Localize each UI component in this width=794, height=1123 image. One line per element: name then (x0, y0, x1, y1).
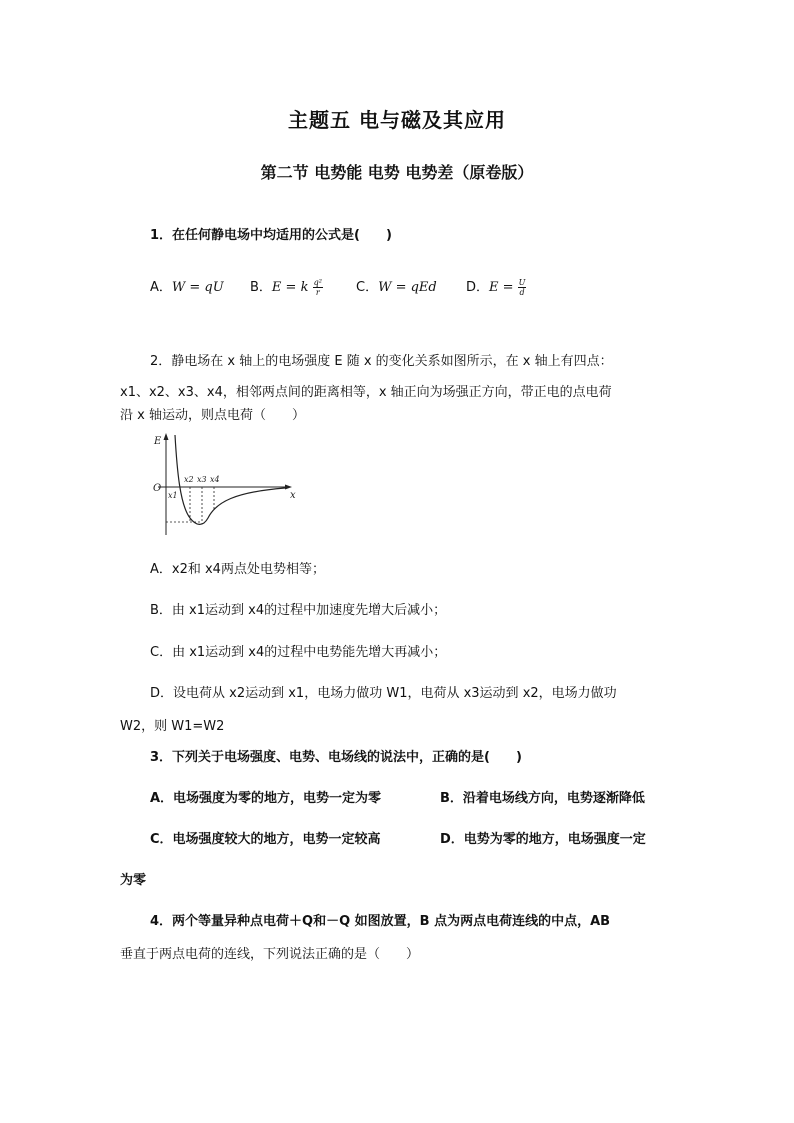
question-3-option-a: A．电场强度为零的地方，电势一定为零 (150, 791, 382, 806)
section-subtitle: 第二节 电势能 电势 电势差（原卷版） (260, 163, 534, 182)
question-1-option-c (356, 278, 437, 298)
x4-label: x4 (210, 475, 220, 484)
page-title: 主题五 电与磁及其应用 (288, 108, 506, 132)
fraction-denominator: d (519, 288, 525, 297)
option-b-formula: E = k (271, 280, 309, 295)
question-2-option-c: C．由 x1运动到 x4的过程中电势能先增大再减小； (150, 645, 447, 660)
question-2-option-d-line-1: D．设电荷从 x2运动到 x1，电场力做功 W1，电荷从 x3运动到 x2，电场力做功 (150, 686, 617, 701)
question-4-stem-line-2: 垂直于两点电荷的连线，下列说法正确的是（ ） (120, 947, 420, 962)
question-1-option-a (150, 278, 224, 298)
x1-label: x1 (168, 491, 178, 500)
option-b-fraction (313, 278, 323, 297)
question-2-option-a: A．x2和 x4两点处电势相等； (150, 562, 325, 577)
question-2-option-d-line-2: W2，则 W1=W2 (120, 719, 225, 734)
question-2-option-b: B．由 x1运动到 x4的过程中加速度先增大后减小； (150, 603, 447, 618)
option-d-formula: E = (489, 280, 514, 295)
question-2-stem-line-3: 沿 x 轴运动，则点电荷（ ） (120, 408, 305, 423)
x2-label: x2 (184, 475, 194, 484)
x-axis-arrow (285, 485, 292, 490)
x3-label: x3 (197, 475, 207, 484)
option-a-formula: W = qU (171, 280, 224, 295)
question-3-option-c: C．电场强度较大的地方，电势一定较高 (150, 832, 381, 847)
question-1-option-d (466, 278, 526, 298)
e-axis-arrow (164, 433, 169, 440)
option-a-label: A． (150, 280, 172, 295)
x-axis-label: x (290, 490, 296, 501)
question-1-stem: 1．在任何静电场中均适用的公式是( ) (150, 228, 392, 243)
origin-label: O (153, 483, 162, 494)
question-3-option-d-line-1: D．电势为零的地方，电场强度一定 (440, 832, 646, 847)
question-2-stem-line-1: 2．静电场在 x 轴上的电场强度 E 随 x 的变化关系如图所示，在 x 轴上有四点： (150, 354, 613, 369)
fraction-denominator: r (315, 288, 320, 297)
option-d-label: D． (466, 280, 490, 295)
option-d-fraction (518, 278, 527, 297)
question-1-option-b (250, 278, 323, 298)
fraction-numerator: U (518, 278, 526, 287)
e-x-graph-figure (150, 430, 300, 540)
option-c-label: C． (356, 280, 379, 295)
question-4-stem-line-1: 4．两个等量异种点电荷＋Q和－Q 如图放置，B 点为两点电荷连线的中点，AB (150, 914, 611, 929)
question-3-option-d-line-2: 为零 (120, 873, 147, 888)
fraction-numerator: q² (313, 278, 322, 287)
e-axis-label: E (154, 436, 162, 447)
question-2-stem-line-2: x1、x2、x3、x4，相邻两点间的距离相等，x 轴正向为场强正方向，带正电的点电荷 (120, 385, 612, 400)
option-c-formula: W = qEd (378, 280, 437, 295)
question-3-option-b: B．沿着电场线方向，电势逐渐降低 (440, 791, 645, 806)
question-3-stem: 3．下列关于电场强度、电势、电场线的说法中，正确的是( ) (150, 750, 522, 765)
option-b-label: B． (250, 280, 272, 295)
